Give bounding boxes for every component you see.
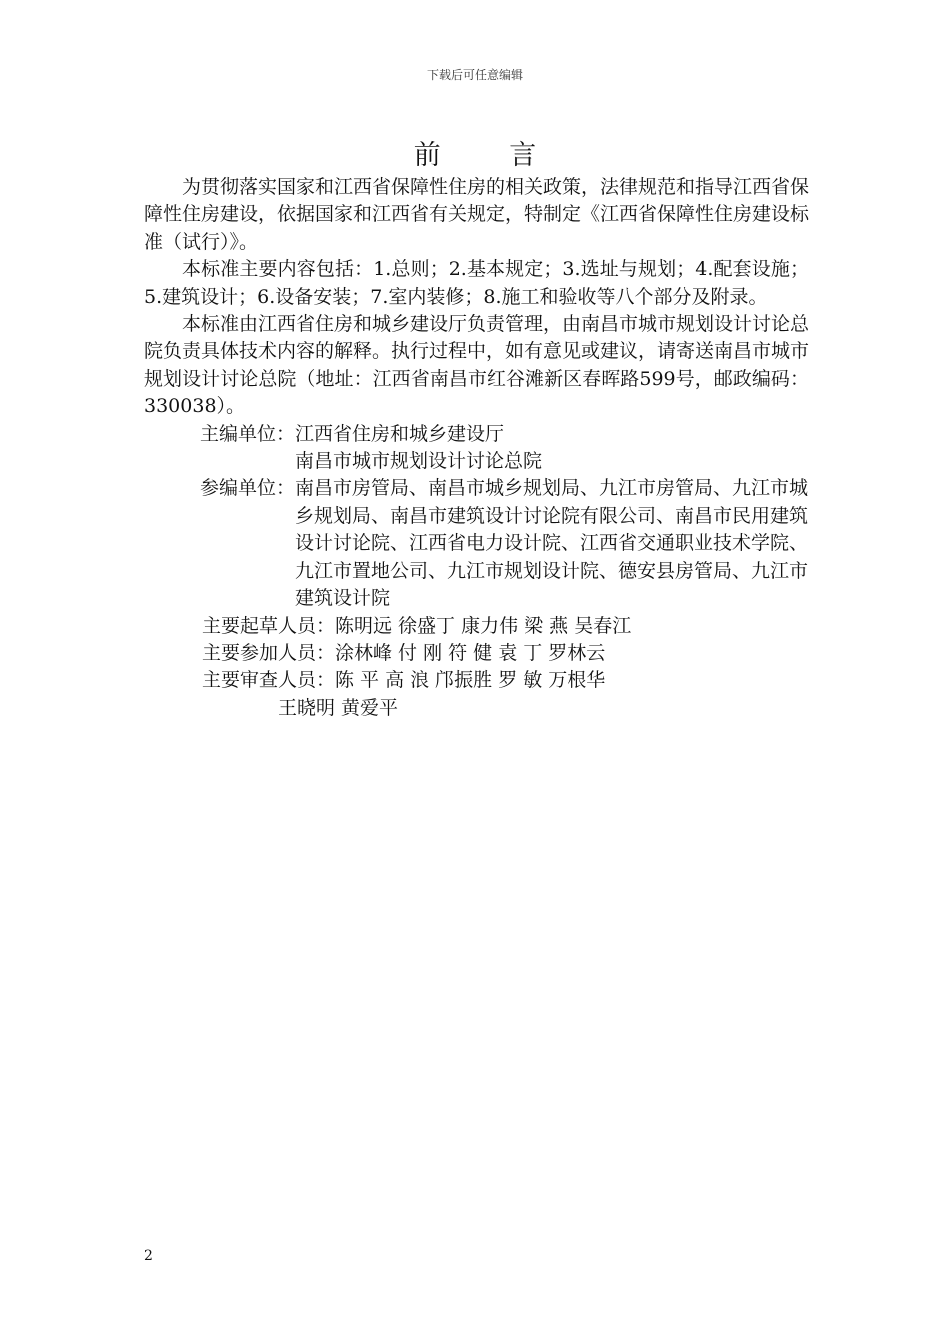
paragraph-purpose: 为贯彻落实国家和江西省保障性住房的相关政策，法律规范和指导江西省保障性住房建设，依据国家和江西省有关规定，特制定《江西省保障性住房建设标准（试行）》。 (144, 176, 810, 253)
chief-editor-values (295, 421, 809, 476)
header-note: 下载后可任意编辑 (426, 68, 523, 82)
co-editor-row (144, 475, 809, 612)
chief-editor-unit: 江西省住房和城乡建设厅 (295, 422, 505, 445)
document-body (144, 174, 809, 722)
chief-editor-label: 主编单位： (200, 422, 296, 445)
participants-line: 主要参加人员：涂林峰 付 刚 符 健 袁 丁 罗林云 (202, 641, 606, 664)
page-number: 2 (144, 1248, 153, 1264)
chief-editor-row (144, 421, 809, 476)
page-title: 前 言 (413, 140, 567, 171)
chief-editor-unit: 南昌市城市规划设计讨论总院 (295, 450, 543, 473)
reviewers-continued-line: 王晓明 黄爱平 (278, 696, 399, 719)
co-editor-values: 南昌市房管局、南昌市城乡规划局、九江市房管局、九江市城乡规划局、南昌市建筑设计讨论院有限公司、南昌市民用建筑设计讨论院、江西省电力设计院、江西省交通职业技术学院、九江市置地公司、九江市规划设计院、德安县房管局、九江市建筑设计院 (295, 477, 809, 610)
paragraph-contents: 本标准主要内容包括：1.总则；2.基本规定；3.选址与规划；4.配套设施；5.建筑设计；6.设备安装；7.室内装修；8.施工和验收等八个部分及附录。 (144, 258, 809, 308)
paragraph-management: 本标准由江西省住房和城乡建设厅负责管理，由南昌市城市规划设计讨论总院负责具体技术内容的解释。执行过程中，如有意见或建议，请寄送南昌市城市规划设计讨论总院（地址：江西省南昌市红谷滩新区春晖路599号，邮政编码：330038）。 (144, 313, 810, 418)
drafters-line: 主要起草人员：陈明远 徐盛丁 康力伟 梁 燕 吴春江 (202, 614, 632, 637)
co-editor-label: 参编单位： (200, 477, 296, 500)
reviewers-line: 主要审查人员：陈 平 高 浪 邝振胜 罗 敏 万根华 (202, 669, 606, 692)
